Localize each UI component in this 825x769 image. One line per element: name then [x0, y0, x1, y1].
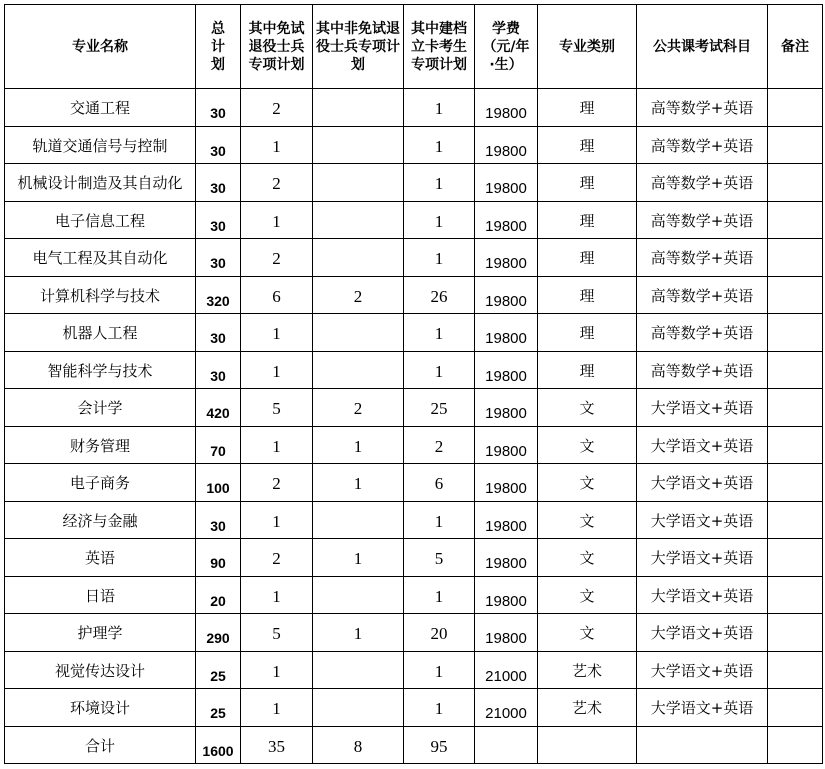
registered-poverty-cell: 25	[404, 389, 475, 427]
major-category-cell: 文	[538, 389, 637, 427]
exam-subjects-cell	[637, 726, 768, 764]
header-tuition-fee: 学费（元/年·生）	[475, 5, 538, 89]
major-name-cell: 环境设计	[5, 689, 196, 727]
major-category-cell: 理	[538, 351, 637, 389]
non-exempt-veteran-cell: 8	[313, 726, 404, 764]
remarks-cell	[768, 276, 823, 314]
header-major-category: 专业类别	[538, 5, 637, 89]
registered-poverty-cell: 20	[404, 614, 475, 652]
major-category-cell: 文	[538, 539, 637, 577]
major-category-cell: 文	[538, 464, 637, 502]
exempt-veteran-cell: 5	[241, 389, 313, 427]
remarks-cell	[768, 464, 823, 502]
exempt-veteran-cell: 1	[241, 126, 313, 164]
table-row	[5, 351, 823, 389]
enrollment-plan-table-container	[4, 4, 823, 764]
non-exempt-veteran-cell	[313, 89, 404, 127]
non-exempt-veteran-cell	[313, 351, 404, 389]
major-name-cell: 机械设计制造及其自动化	[5, 164, 196, 202]
major-name-cell: 电子信息工程	[5, 201, 196, 239]
major-name-cell: 合计	[5, 726, 196, 764]
remarks-cell	[768, 164, 823, 202]
table-row	[5, 164, 823, 202]
enrollment-plan-table	[4, 4, 823, 764]
exam-subjects-cell: 高等数学+英语	[637, 351, 768, 389]
major-name-cell: 英语	[5, 539, 196, 577]
exam-subjects-cell: 高等数学+英语	[637, 126, 768, 164]
total-plan-cell: 30	[196, 201, 241, 239]
table-row	[5, 539, 823, 577]
registered-poverty-cell: 1	[404, 651, 475, 689]
registered-poverty-cell: 1	[404, 201, 475, 239]
header-exam-subjects: 公共课考试科目	[637, 5, 768, 89]
registered-poverty-cell: 1	[404, 351, 475, 389]
total-plan-cell: 25	[196, 689, 241, 727]
exempt-veteran-cell: 5	[241, 614, 313, 652]
exam-subjects-cell: 高等数学+英语	[637, 164, 768, 202]
non-exempt-veteran-cell	[313, 201, 404, 239]
table-row	[5, 501, 823, 539]
tuition-fee-cell: 19800	[475, 426, 538, 464]
major-name-cell: 电气工程及其自动化	[5, 239, 196, 277]
major-name-cell: 经济与金融	[5, 501, 196, 539]
remarks-cell	[768, 314, 823, 352]
registered-poverty-cell: 2	[404, 426, 475, 464]
remarks-cell	[768, 651, 823, 689]
non-exempt-veteran-cell	[313, 239, 404, 277]
table-row	[5, 389, 823, 427]
total-plan-cell: 30	[196, 501, 241, 539]
header-major-name: 专业名称	[5, 5, 196, 89]
header-registered-poverty-plan: 其中建档立卡考生专项计划	[404, 5, 475, 89]
major-name-cell: 会计学	[5, 389, 196, 427]
total-plan-cell: 90	[196, 539, 241, 577]
exempt-veteran-cell: 2	[241, 89, 313, 127]
registered-poverty-cell: 5	[404, 539, 475, 577]
major-name-cell: 计算机科学与技术	[5, 276, 196, 314]
exempt-veteran-cell: 1	[241, 576, 313, 614]
non-exempt-veteran-cell: 1	[313, 426, 404, 464]
tuition-fee-cell: 19800	[475, 89, 538, 127]
exam-subjects-cell: 大学语文+英语	[637, 464, 768, 502]
non-exempt-veteran-cell	[313, 126, 404, 164]
major-name-cell: 机器人工程	[5, 314, 196, 352]
exempt-veteran-cell: 2	[241, 164, 313, 202]
remarks-cell	[768, 689, 823, 727]
table-row	[5, 239, 823, 277]
registered-poverty-cell: 1	[404, 576, 475, 614]
exempt-veteran-cell: 35	[241, 726, 313, 764]
major-category-cell: 理	[538, 126, 637, 164]
registered-poverty-cell: 95	[404, 726, 475, 764]
table-row	[5, 614, 823, 652]
exam-subjects-cell: 大学语文+英语	[637, 501, 768, 539]
total-plan-cell: 70	[196, 426, 241, 464]
tuition-fee-cell: 19800	[475, 276, 538, 314]
total-plan-cell: 30	[196, 351, 241, 389]
registered-poverty-cell: 1	[404, 89, 475, 127]
total-plan-cell: 320	[196, 276, 241, 314]
remarks-cell	[768, 351, 823, 389]
exempt-veteran-cell: 1	[241, 426, 313, 464]
non-exempt-veteran-cell	[313, 501, 404, 539]
major-category-cell: 理	[538, 201, 637, 239]
header-remarks: 备注	[768, 5, 823, 89]
major-category-cell: 理	[538, 89, 637, 127]
remarks-cell	[768, 614, 823, 652]
remarks-cell	[768, 426, 823, 464]
header-exempt-veteran-plan: 其中免试退役士兵专项计划	[241, 5, 313, 89]
table-row	[5, 89, 823, 127]
major-name-cell: 轨道交通信号与控制	[5, 126, 196, 164]
remarks-cell	[768, 576, 823, 614]
major-name-cell: 电子商务	[5, 464, 196, 502]
registered-poverty-cell: 1	[404, 239, 475, 277]
non-exempt-veteran-cell: 1	[313, 539, 404, 577]
tuition-fee-cell: 19800	[475, 614, 538, 652]
remarks-cell	[768, 501, 823, 539]
major-category-cell: 理	[538, 239, 637, 277]
tuition-fee-cell	[475, 726, 538, 764]
major-category-cell: 文	[538, 614, 637, 652]
table-row	[5, 201, 823, 239]
remarks-cell	[768, 726, 823, 764]
remarks-cell	[768, 389, 823, 427]
total-plan-cell: 30	[196, 164, 241, 202]
tuition-fee-cell: 19800	[475, 164, 538, 202]
non-exempt-veteran-cell	[313, 314, 404, 352]
exempt-veteran-cell: 1	[241, 351, 313, 389]
tuition-fee-cell: 19800	[475, 576, 538, 614]
table-row	[5, 314, 823, 352]
major-category-cell: 理	[538, 164, 637, 202]
tuition-fee-cell: 19800	[475, 389, 538, 427]
major-name-cell: 护理学	[5, 614, 196, 652]
tuition-fee-cell: 19800	[475, 539, 538, 577]
exempt-veteran-cell: 2	[241, 539, 313, 577]
table-row	[5, 426, 823, 464]
non-exempt-veteran-cell	[313, 689, 404, 727]
total-plan-cell: 100	[196, 464, 241, 502]
tuition-fee-cell: 19800	[475, 501, 538, 539]
total-plan-cell: 30	[196, 89, 241, 127]
tuition-fee-cell: 21000	[475, 651, 538, 689]
tuition-fee-cell: 21000	[475, 689, 538, 727]
table-row	[5, 651, 823, 689]
major-name-cell: 智能科学与技术	[5, 351, 196, 389]
exempt-veteran-cell: 1	[241, 689, 313, 727]
registered-poverty-cell: 1	[404, 126, 475, 164]
major-category-cell: 理	[538, 276, 637, 314]
table-row	[5, 276, 823, 314]
total-plan-cell: 1600	[196, 726, 241, 764]
table-row	[5, 576, 823, 614]
total-plan-cell: 30	[196, 239, 241, 277]
remarks-cell	[768, 126, 823, 164]
tuition-fee-cell: 19800	[475, 314, 538, 352]
exam-subjects-cell: 大学语文+英语	[637, 689, 768, 727]
major-name-cell: 交通工程	[5, 89, 196, 127]
header-non-exempt-veteran-plan: 其中非免试退役士兵专项计划	[313, 5, 404, 89]
table-row	[5, 464, 823, 502]
exam-subjects-cell: 大学语文+英语	[637, 651, 768, 689]
exam-subjects-cell: 高等数学+英语	[637, 276, 768, 314]
exempt-veteran-cell: 6	[241, 276, 313, 314]
exam-subjects-cell: 高等数学+英语	[637, 314, 768, 352]
exam-subjects-cell: 高等数学+英语	[637, 239, 768, 277]
non-exempt-veteran-cell: 1	[313, 464, 404, 502]
exempt-veteran-cell: 1	[241, 651, 313, 689]
exempt-veteran-cell: 2	[241, 464, 313, 502]
registered-poverty-cell: 1	[404, 314, 475, 352]
exam-subjects-cell: 大学语文+英语	[637, 576, 768, 614]
remarks-cell	[768, 201, 823, 239]
major-category-cell: 文	[538, 501, 637, 539]
remarks-cell	[768, 239, 823, 277]
tuition-fee-cell: 19800	[475, 239, 538, 277]
non-exempt-veteran-cell: 2	[313, 276, 404, 314]
registered-poverty-cell: 6	[404, 464, 475, 502]
major-category-cell: 艺术	[538, 689, 637, 727]
major-name-cell: 视觉传达设计	[5, 651, 196, 689]
non-exempt-veteran-cell	[313, 576, 404, 614]
total-plan-cell: 25	[196, 651, 241, 689]
major-name-cell: 财务管理	[5, 426, 196, 464]
exempt-veteran-cell: 1	[241, 201, 313, 239]
exempt-veteran-cell: 2	[241, 239, 313, 277]
total-plan-cell: 30	[196, 314, 241, 352]
total-plan-cell: 290	[196, 614, 241, 652]
exam-subjects-cell: 高等数学+英语	[637, 89, 768, 127]
non-exempt-veteran-cell: 1	[313, 614, 404, 652]
major-category-cell: 文	[538, 426, 637, 464]
exam-subjects-cell: 高等数学+英语	[637, 201, 768, 239]
major-category-cell: 艺术	[538, 651, 637, 689]
remarks-cell	[768, 539, 823, 577]
total-plan-cell: 420	[196, 389, 241, 427]
exam-subjects-cell: 大学语文+英语	[637, 539, 768, 577]
registered-poverty-cell: 1	[404, 501, 475, 539]
exam-subjects-cell: 大学语文+英语	[637, 389, 768, 427]
tuition-fee-cell: 19800	[475, 464, 538, 502]
major-name-cell: 日语	[5, 576, 196, 614]
tuition-fee-cell: 19800	[475, 201, 538, 239]
exempt-veteran-cell: 1	[241, 501, 313, 539]
non-exempt-veteran-cell	[313, 164, 404, 202]
total-plan-cell: 30	[196, 126, 241, 164]
header-row	[5, 5, 823, 89]
tuition-fee-cell: 19800	[475, 126, 538, 164]
header-total-plan: 总计划	[196, 5, 241, 89]
remarks-cell	[768, 89, 823, 127]
exam-subjects-cell: 大学语文+英语	[637, 614, 768, 652]
table-row	[5, 126, 823, 164]
non-exempt-veteran-cell: 2	[313, 389, 404, 427]
tuition-fee-cell: 19800	[475, 351, 538, 389]
total-plan-cell: 20	[196, 576, 241, 614]
total-row	[5, 726, 823, 764]
major-category-cell: 文	[538, 576, 637, 614]
major-category-cell: 理	[538, 314, 637, 352]
registered-poverty-cell: 26	[404, 276, 475, 314]
non-exempt-veteran-cell	[313, 651, 404, 689]
exempt-veteran-cell: 1	[241, 314, 313, 352]
table-row	[5, 689, 823, 727]
registered-poverty-cell: 1	[404, 689, 475, 727]
major-category-cell	[538, 726, 637, 764]
exam-subjects-cell: 大学语文+英语	[637, 426, 768, 464]
registered-poverty-cell: 1	[404, 164, 475, 202]
